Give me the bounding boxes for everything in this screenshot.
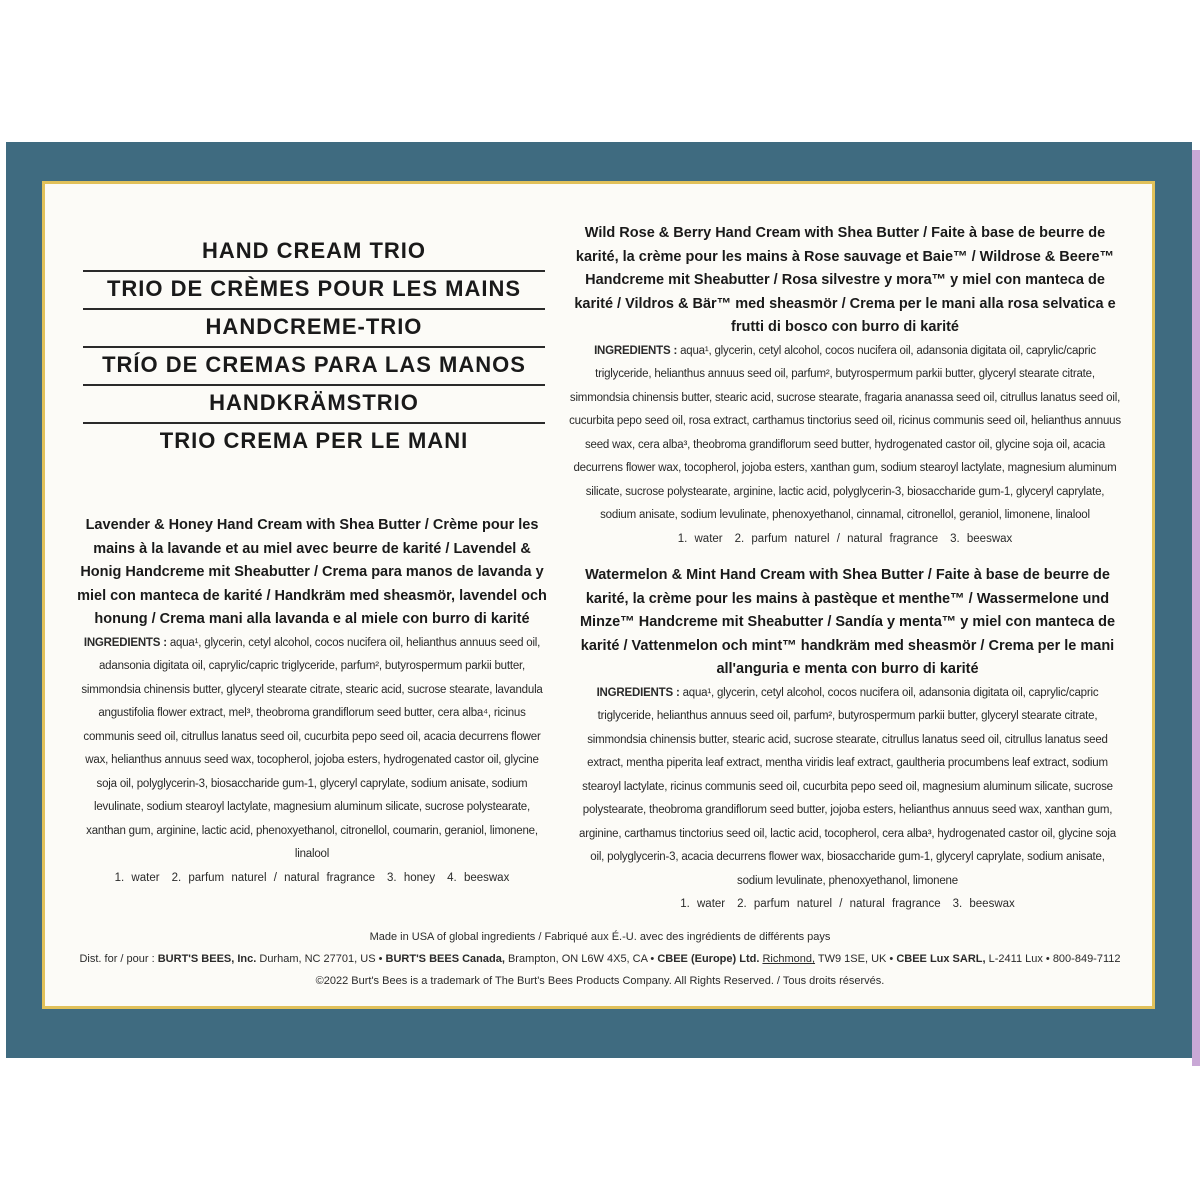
ingredients-text — [575, 682, 1120, 894]
product-watermelon-mint — [575, 564, 1120, 917]
footnote: 4. beeswax — [447, 871, 510, 884]
footnote: 3. beeswax — [950, 532, 1013, 545]
ingredients-text — [77, 632, 547, 867]
ingredients-label: INGREDIENTS : — [596, 686, 680, 699]
distributor-line — [65, 948, 1135, 970]
made-in-line: Made in USA of global ingredients / Fabriqué aux É.-U. avec des ingrédients de différents pays — [369, 931, 831, 943]
ingredients-text — [567, 340, 1123, 528]
dist-eu-address: Richmond, — [762, 953, 816, 965]
title-block — [83, 234, 545, 462]
footnotes — [567, 528, 1123, 552]
ingredients-label: INGREDIENTS : — [594, 344, 678, 357]
distribution-footer — [65, 926, 1135, 992]
product-heading: Wild Rose & Berry Hand Cream with Shea Butter / Faite à base de beurre de karité, la crème pour les mains à Rose sauvage et Baie™ / Wildrose & Beere™ Handcreme mit Sheabutter / Rosa silvestre y mora™ y miel con manteca de karité / Vildros & Bär™ med sheasmör / Crema per le mani alla rosa selvatica e frutti di bosco con burro di karité — [574, 225, 1116, 335]
footnote: 1. water — [114, 871, 160, 884]
copyright-line: ©2022 Burt's Bees is a trademark of The Burt's Bees Products Company. All Rights Reserved. / Tous droits réservés. — [315, 975, 885, 987]
product-lavender-honey — [77, 514, 547, 890]
footnote: 3. honey — [387, 871, 436, 884]
ingredients-list: aqua¹, glycerin, cetyl alcohol, cocos nucifera oil, helianthus annuus seed oil, adansonia digitata oil, caprylic/capric triglyceride, parfum², butyrospermum parkii butter, simmondsia chinensis butter, glyceryl stearate citrate, stearic acid, sucrose stearate, lavandula angustifolia flower extract, mel³, theobroma grandiflorum seed butter, cera alba⁴, ricinus communis seed oil, citrullus lanatus seed oil, cucurbita pepo seed oil, acacia decurrens flower wax, helianthus annuus seed wax, tocopherol, jojoba esters, hydrogenated castor oil, glycine soja oil, polyglycerin-3, biosaccharide gum-1, glyceryl caprylate, sodium anisate, sodium levulinate, sodium stearoyl lactylate, magnesium aluminum silicate, sucrose polystearate, xanthan gum, arginine, lactic acid, phenoxyethanol, citronellol, coumarin, geraniol, limonene, linalool — [81, 636, 543, 860]
dist-us-name: BURT'S BEES, Inc. — [157, 953, 257, 965]
title-fr: TRIO DE CRÈMES POUR LES MAINS — [83, 272, 545, 310]
dist-ca-name: BURT'S BEES Canada, — [385, 953, 505, 965]
product-heading: Lavender & Honey Hand Cream with Shea Butter / Crème pour les mains à la lavande et au miel avec beurre de karité / Lavendel & Honig Handcreme mit Sheabutter / Crema para manos de lavanda y miel con manteca de karité / Handkräm med sheasmör, lavendel och honung / Crema mani alla lavanda e al miele con burro di karité — [77, 517, 547, 627]
title-en: HAND CREAM TRIO — [83, 234, 545, 272]
title-it: TRIO CREMA PER LE MANI — [159, 428, 469, 453]
footnote: 2. parfum naturel / natural fragrance — [171, 871, 376, 884]
label-panel — [42, 181, 1155, 1009]
ingredients-list: aqua¹, glycerin, cetyl alcohol, cocos nucifera oil, adansonia digitata oil, caprylic/capric triglyceride, helianthus annuus seed oil, parfum², butyrospermum parkii butter, glyceryl stearate citrate, simmondsia chinensis butter, stearic acid, sucrose stearate, fragaria ananassa seed oil, citrullus lanatus seed oil, cucurbita pepo seed oil, rosa extract, carthamus tinctorius seed oil, ricinus communis seed oil, helianthus annuus seed wax, cera alba³, theobroma grandiflorum seed butter, hydrogenated castor oil, glycine soja oil, acacia decurrens flower wax, tocopherol, jojoba esters, xanthan gum, sodium stearoyl lactylate, magnesium aluminum silicate, sucrose polystearate, arginine, lactic acid, polyglycerin-3, biosaccharide gum-1, glyceryl caprylate, sodium anisate, sodium levulinate, phenoxyethanol, cinnamal, citronellol, geraniol, limonene, linalool — [569, 344, 1121, 521]
footnote: 2. parfum naturel / natural fragrance — [737, 898, 941, 910]
ingredients-list: aqua¹, glycerin, cetyl alcohol, cocos nucifera oil, adansonia digitata oil, caprylic/capric triglyceride, helianthus annuus seed oil, parfum², butyrospermum parkii butter, glyceryl stearate citrate, simmondsia chinensis butter, stearic acid, sucrose stearate, citrullus lanatus seed oil, citrullus lanatus seed extract, mentha piperita leaf extract, mentha viridis leaf extract, gaultheria procumbens leaf extract, sodium stearoyl lactylate, ricinus communis seed oil, cucurbita pepo seed oil, magnesium aluminum silicate, sucrose polystearate, theobroma grandiflorum seed butter, jojoba esters, helianthus annuus seed wax, xanthan gum, arginine, carthamus tinctorius seed oil, lactic acid, tocopherol, cera alba³, hydrogenated castor oil, glycine soja oil, polyglycerin-3, acacia decurrens flower wax, biosaccharide gum-1, glyceryl caprylate, sodium anisate, sodium levulinate, phenoxyethanol, limonene — [579, 686, 1116, 887]
dist-eu-name: CBEE (Europe) Ltd. — [657, 953, 760, 965]
footnotes — [77, 867, 547, 891]
title-de: HANDCREME-TRIO — [83, 310, 545, 348]
dist-prefix: Dist. for / pour : — [79, 953, 155, 965]
ingredients-label: INGREDIENTS : — [83, 636, 167, 649]
product-heading: Watermelon & Mint Hand Cream with Shea Butter / Faite à base de beurre de karité, la crème pour les mains à pastèque et menthe™ / Wassermelone und Minze™ Handcreme mit Sheabutter / Sandía y menta™ y miel con manteca de karité / Vattenmelon och mint™ handkräm med sheasmör / Crema per le mani all'anguria e menta con burro di karité — [579, 567, 1116, 677]
product-wild-rose-berry — [567, 222, 1123, 551]
side-strip — [1192, 150, 1200, 1066]
footnote: 1. water — [680, 898, 726, 910]
dist-ca-address: Brampton, ON L6W 4X5, CA • — [507, 953, 655, 965]
dist-eu-address-2: TW9 1SE, UK • — [817, 953, 894, 965]
dist-lux-address: L-2411 Lux • 800-849-7112 — [988, 953, 1121, 965]
dist-us-address: Durham, NC 27701, US • — [259, 953, 383, 965]
title-es: TRÍO DE CREMAS PARA LAS MANOS — [83, 348, 545, 386]
dist-lux-name: CBEE Lux SARL, — [896, 953, 986, 965]
footnotes — [575, 893, 1120, 917]
footnote: 1. water — [677, 532, 723, 545]
footnote: 2. parfum naturel / natural fragrance — [734, 532, 939, 545]
footnote: 3. beeswax — [952, 898, 1015, 910]
title-sv: HANDKRÄMSTRIO — [83, 386, 545, 424]
